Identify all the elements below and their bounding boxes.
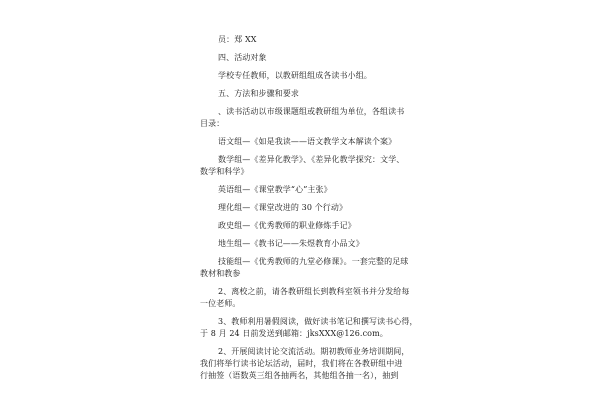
list-item-skills-cont: 教材和教参 xyxy=(200,269,241,278)
text-line: 、读书活动以市级课题组或教研组为单位，各组读书 xyxy=(218,107,405,116)
text-line: 行抽签（语数英三组各抽两名，其他组各抽一名），抽到 xyxy=(200,371,399,380)
heading-activity-target: 四、活动对象 xyxy=(218,53,267,62)
heading-methods: 五、方法和步骤和要求 xyxy=(218,89,299,98)
list-item-geography: 地生组—《教书记——朱煜教育小品文》 xyxy=(218,239,364,248)
text-line: 2、离校之前，请各教研组长到教科室领书并分发给每 xyxy=(218,287,410,296)
list-item-politics: 政史组—《优秀教师的职业修炼手记》 xyxy=(218,221,356,230)
list-item-skills: 技能组—《优秀教师的九堂必修课》。一套完整的足球 xyxy=(218,257,409,266)
list-item-english: 英语组—《课堂教学“心”主张》 xyxy=(218,185,332,194)
text-line-email: 于 8 月 24 日前发送到邮箱：jksXXX@126.com。 xyxy=(200,329,388,338)
list-item-chinese: 语文组—《如是我读——语文教学文本解读个案》 xyxy=(218,137,397,146)
text-line: 我们将举行读书论坛活动，届时，我们将在各教研组中进 xyxy=(200,359,403,368)
list-item-math-cont: 数学和科学》 xyxy=(200,167,249,176)
list-item-physics: 理化组—《课堂改进的 30 个行动》 xyxy=(218,203,348,212)
text-line: 2、开展阅读讨论交流活动。期初教师业务培训期间， xyxy=(218,347,410,356)
list-item-math: 数学组—《差异化教学》、《差异化教学探究：文学、 xyxy=(218,155,405,164)
text-line: 目录： xyxy=(200,119,225,128)
text-line: 3、教师利用暑假阅读，做好读书笔记和撰写读书心得， xyxy=(218,317,418,326)
text-line: 学校专任教师，以教研组组成各读书小组。 xyxy=(218,71,372,80)
text-line: 一位老师。 xyxy=(200,299,241,308)
text-line-staff: 员：郑 XX xyxy=(218,35,257,44)
